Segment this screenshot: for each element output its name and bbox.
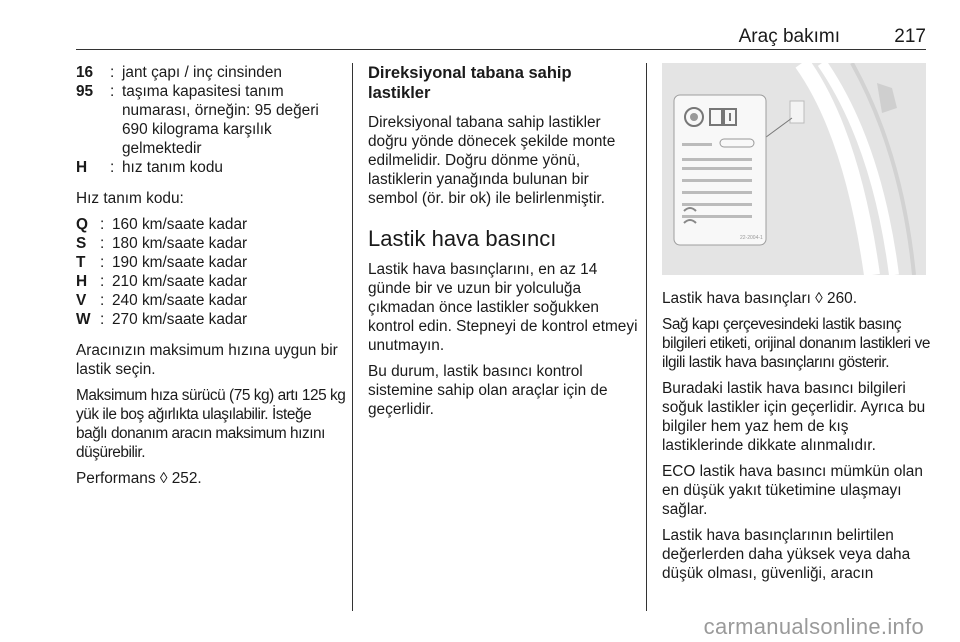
paragraph: Lastik hava basınçlarının belirtilen değerlerden daha yüksek veya daha düşük olması, güvenliği, aracın [662,527,911,582]
speed-row [76,310,346,329]
speed-value: 160 km/saate kadar [112,216,248,233]
column-right [662,63,930,590]
page-number: 217 [894,26,926,47]
definition-row [76,158,346,177]
definition-key: 95 [76,83,94,100]
speed-value: 240 km/saate kadar [112,292,248,309]
definition-key: 16 [76,64,94,81]
paragraph: ECO lastik hava basıncı mümkün olan en düşük yakıt tüketimine ulaşmayı sağlar. [662,463,923,518]
column-divider [352,63,353,611]
definition-colon: : [110,83,115,100]
speed-row [76,253,346,272]
speed-key: H [76,273,88,290]
speed-key: V [76,292,87,309]
speed-row [76,272,346,291]
definition-value: jant çapı / inç cinsinden [122,64,282,81]
tire-code-definitions [76,63,346,177]
speed-row [76,234,346,253]
section-title: Araç bakımı [738,26,840,47]
paragraph: Aracınızın maksimum hızına uygun bir lastik seçin. [76,342,338,378]
heading-tire-pressure: Lastik hava basıncı [368,226,557,251]
subheading-directional-tires: Direksiyonal tabana sahip lastikler [368,64,572,102]
column-left [76,63,346,495]
definition-colon: : [100,235,105,252]
paragraph: Lastik hava basınçlarını, en az 14 günde bir ve uzun bir yolculuğa çıkmadan önce lastikler soğukken kontrol edin. Stepneyi de kontrol etmeyi unutmayın. [368,261,638,354]
speed-value: 210 km/saate kadar [112,273,248,290]
paragraph: Maksimum hıza sürücü (75 kg) artı 125 kg yük ile boş ağırlıkta ulaşılabilir. İsteğe bağlı donanım aracın maksimum hızını düşürebilir. [76,387,346,461]
definition-value: taşıma kapasitesi tanım numarası, örneğin: 95 değeri 690 kilograma karşılık gelmektedir [122,83,319,157]
paragraph: Sağ kapı çerçevesindeki lastik basınç bilgileri etiketi, orijinal donanım lastikleri ve ilgili lastik hava basınçlarını gösterir. [662,316,930,371]
speed-key: T [76,254,86,271]
definition-value: hız tanım kodu [122,159,223,176]
door-frame-illustration [662,63,926,275]
watermark: carmanualsonline.info [703,614,924,639]
definition-colon: : [100,254,105,271]
cross-reference-link[interactable]: Lastik hava basınçları ◊ 260. [662,290,857,307]
definition-colon: : [100,273,105,290]
speed-key: Q [76,216,88,233]
speed-row [76,291,346,310]
definition-colon: : [100,292,105,309]
column-middle [368,63,638,426]
definition-row [76,82,346,158]
definition-colon: : [110,64,115,81]
speed-code-definitions [76,215,346,329]
definition-colon: : [100,311,105,328]
speed-key: S [76,235,87,252]
definition-key: H [76,159,88,176]
speed-key: W [76,311,91,328]
column-divider [646,63,647,611]
paragraph: Direksiyonal tabana sahip lastikler doğru yönde dönecek şekilde monte edilmelidir. Doğru dönme yönü, lastiklerin yanağında bulunan bir sembol (ör. bir ok) ile belirlenmiştir. [368,114,616,207]
speed-row [76,215,346,234]
definition-colon: : [110,159,115,176]
tire-pressure-label-illustration [662,63,926,275]
definition-row [76,63,346,82]
speed-value: 270 km/saate kadar [112,311,248,328]
definition-colon: : [100,216,105,233]
figure-image-code: 22-2004-1 [740,235,763,241]
speed-value: 190 km/saate kadar [112,254,248,271]
speed-code-intro: Hız tanım kodu: [76,190,184,207]
paragraph: Buradaki lastik hava basıncı bilgileri soğuk lastikler için geçerlidir. Ayrıca bu bilgiler hem yaz hem de kış lastiklerinde dikkate alınmalıdır. [662,380,926,454]
paragraph: Bu durum, lastik basıncı kontrol sistemine sahip olan araçlar için de geçerlidir. [368,363,608,418]
speed-value: 180 km/saate kadar [112,235,248,252]
page-header [76,0,926,50]
cross-reference-link[interactable]: Performans ◊ 252. [76,470,202,487]
